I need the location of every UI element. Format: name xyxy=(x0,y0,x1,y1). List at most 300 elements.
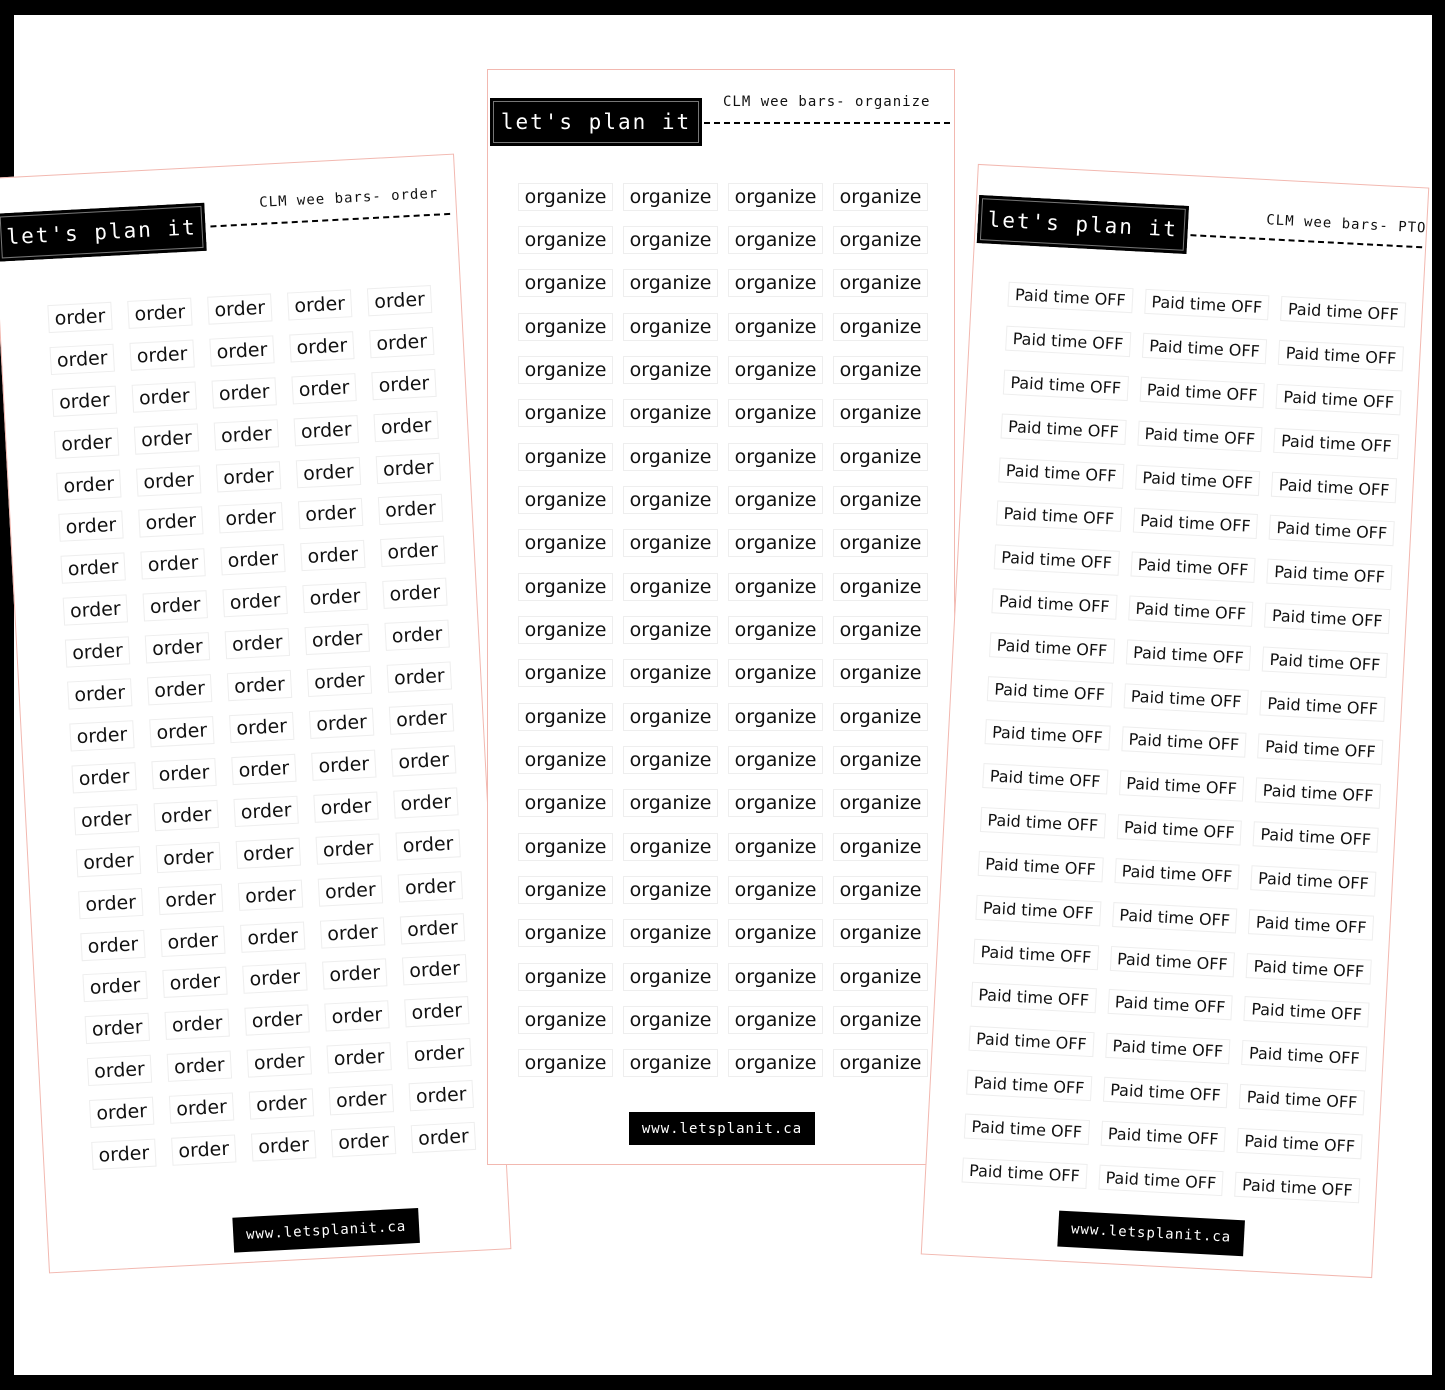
sticker-label xyxy=(361,319,443,365)
sticker-label xyxy=(372,529,454,575)
sticker-text: Paid time OFF xyxy=(1251,865,1377,896)
sticker-label xyxy=(828,695,933,738)
sticker-label xyxy=(43,378,125,424)
sticker-label xyxy=(1258,593,1397,644)
sticker-text: Paid time OFF xyxy=(973,938,1099,969)
sticker-text: organize xyxy=(623,1049,719,1077)
sticker-label xyxy=(376,612,458,658)
sticker-label xyxy=(618,218,723,261)
sticker-label xyxy=(236,997,318,1043)
sticker-label xyxy=(1131,411,1270,462)
sticker-label xyxy=(1112,761,1251,812)
sticker-label xyxy=(1103,936,1242,987)
sticker-text: organize xyxy=(623,529,719,557)
sticker-text: organize xyxy=(833,919,929,947)
sticker-text: organize xyxy=(623,313,719,341)
sticker-grid xyxy=(39,278,485,1178)
sticker-label xyxy=(48,462,130,508)
sticker-label xyxy=(723,1042,828,1085)
sticker-text: Paid time OFF xyxy=(1126,639,1252,670)
sticker-text: Paid time OFF xyxy=(1278,340,1404,371)
sticker-text: Paid time OFF xyxy=(1007,282,1133,313)
sticker-text: order xyxy=(164,1009,230,1040)
sticker-text: order xyxy=(158,883,224,914)
sticker-label xyxy=(618,522,723,565)
sticker-text: order xyxy=(78,888,144,919)
sticker-text: order xyxy=(397,871,463,902)
sticker-text: order xyxy=(293,415,359,446)
sticker-label xyxy=(1117,673,1256,724)
sticker-text: organize xyxy=(518,703,614,731)
sticker-label xyxy=(83,1131,165,1177)
sticker-text: Paid time OFF xyxy=(1271,471,1397,502)
sticker-label xyxy=(163,1127,245,1173)
sticker-label xyxy=(281,324,363,370)
sticker-text: organize xyxy=(623,399,719,427)
sticker-label xyxy=(287,449,369,495)
sticker-text: order xyxy=(384,620,450,651)
sticker-text: Paid time OFF xyxy=(991,588,1117,619)
sticker-label xyxy=(132,541,214,587)
sticker-label xyxy=(513,608,618,651)
sticker-label xyxy=(210,495,292,541)
sticker-label xyxy=(1251,724,1390,775)
sticker-sheet-order xyxy=(0,154,511,1274)
sticker-label xyxy=(723,782,828,825)
sticker-text: order xyxy=(60,553,126,584)
sticker-label xyxy=(723,652,828,695)
sticker-label xyxy=(161,1085,243,1131)
sticker-label xyxy=(618,1042,723,1085)
sticker-text: organize xyxy=(623,1006,719,1034)
sticker-text: organize xyxy=(728,573,824,601)
sticker-label xyxy=(1244,855,1383,906)
sticker-text: order xyxy=(155,842,221,873)
sticker-label xyxy=(980,666,1119,717)
sticker-text: order xyxy=(313,791,379,822)
sticker-text: order xyxy=(211,377,277,408)
sticker-text: organize xyxy=(623,486,719,514)
sticker-label xyxy=(957,1104,1096,1155)
dashed-divider xyxy=(704,122,950,124)
sticker-text: order xyxy=(289,331,355,362)
sticker-label xyxy=(513,955,618,998)
sticker-label xyxy=(394,947,476,993)
sticker-label xyxy=(221,704,303,750)
sticker-text: organize xyxy=(623,443,719,471)
sticker-text: organize xyxy=(518,573,614,601)
sticker-label xyxy=(618,608,723,651)
sticker-text: Paid time OFF xyxy=(1241,1040,1367,1071)
sticker-text: order xyxy=(406,1038,472,1069)
sticker-text: organize xyxy=(518,919,614,947)
sticker-text: organize xyxy=(518,443,614,471)
sticker-text: Paid time OFF xyxy=(1137,420,1263,451)
sticker-label xyxy=(618,955,723,998)
sticker-label xyxy=(1101,980,1240,1031)
sticker-text: Paid time OFF xyxy=(1244,996,1370,1027)
sticker-label xyxy=(1094,1111,1233,1162)
sticker-text: order xyxy=(56,469,122,500)
sticker-text: order xyxy=(373,410,439,441)
sticker-label xyxy=(828,175,933,218)
sticker-text: organize xyxy=(833,659,929,687)
sticker-text: order xyxy=(58,511,124,542)
sticker-label xyxy=(130,499,212,545)
sticker-label xyxy=(1240,943,1379,994)
sticker-label xyxy=(59,671,141,717)
sticker-text: order xyxy=(291,373,357,404)
sticker-text: Paid time OFF xyxy=(1248,909,1374,940)
sticker-text: Paid time OFF xyxy=(1001,413,1127,444)
sticker-label xyxy=(1121,586,1260,637)
sticker-text: organize xyxy=(728,529,824,557)
sticker-text: organize xyxy=(518,226,614,254)
sticker-text: organize xyxy=(728,183,824,211)
sticker-text: Paid time OFF xyxy=(1276,384,1402,415)
sticker-text: organize xyxy=(728,486,824,514)
sticker-text: Paid time OFF xyxy=(1123,683,1249,714)
sticker-text: order xyxy=(71,762,137,793)
sticker-label xyxy=(723,565,828,608)
sticker-label xyxy=(68,838,150,884)
sticker-label xyxy=(314,951,396,997)
sticker-text: order xyxy=(369,327,435,358)
sticker-text: Paid time OFF xyxy=(1144,289,1270,320)
sticker-label xyxy=(121,332,203,378)
sticker-label xyxy=(1267,418,1406,469)
sticker-text: order xyxy=(408,1080,474,1111)
sticker-text: order xyxy=(127,298,193,329)
sticker-label xyxy=(216,621,298,667)
website-footer: www.letsplanit.ca xyxy=(629,1112,815,1145)
sticker-text: Paid time OFF xyxy=(1098,1164,1224,1195)
sticker-label xyxy=(378,654,460,700)
sticker-label xyxy=(828,825,933,868)
sticker-text: order xyxy=(80,929,146,960)
sticker-label xyxy=(57,629,139,675)
sticker-text: order xyxy=(315,833,381,864)
sticker-label xyxy=(1108,848,1247,899)
sticker-label xyxy=(145,792,227,838)
sticker-label xyxy=(1272,330,1411,381)
sticker-text: order xyxy=(224,628,290,659)
sticker-text: Paid time OFF xyxy=(1237,1128,1363,1159)
sticker-label xyxy=(828,478,933,521)
sticker-text: order xyxy=(54,427,120,458)
sticker-label xyxy=(152,918,234,964)
sticker-label xyxy=(971,841,1110,892)
sticker-label xyxy=(398,1031,480,1077)
sticker-text: order xyxy=(153,800,219,831)
sticker-text: organize xyxy=(518,486,614,514)
sticker-text: order xyxy=(388,703,454,734)
sticker-text: order xyxy=(386,662,452,693)
sticker-text: organize xyxy=(728,746,824,774)
sticker-label xyxy=(985,579,1124,630)
sticker-text: organize xyxy=(728,703,824,731)
sticker-text: organize xyxy=(833,1006,929,1034)
sticker-label xyxy=(1274,287,1413,338)
sticker-text: order xyxy=(317,875,383,906)
sticker-label xyxy=(723,868,828,911)
sticker-label xyxy=(828,912,933,955)
sticker-text: Paid time OFF xyxy=(1119,770,1245,801)
sticker-text: order xyxy=(91,1139,157,1170)
sticker-text: organize xyxy=(623,269,719,297)
sticker-label xyxy=(969,885,1108,936)
sticker-text: Paid time OFF xyxy=(1235,1171,1361,1202)
sticker-label xyxy=(50,504,132,550)
sticker-text: order xyxy=(240,921,306,952)
sticker-text: organize xyxy=(833,1049,929,1077)
sticker-label xyxy=(962,1016,1101,1067)
sticker-text: organize xyxy=(728,833,824,861)
sticker-label xyxy=(828,998,933,1041)
sticker-text: organize xyxy=(623,876,719,904)
sticker-label xyxy=(125,416,207,462)
sticker-label xyxy=(205,412,287,458)
sticker-text: organize xyxy=(518,399,614,427)
sticker-label xyxy=(316,993,398,1039)
sticker-label xyxy=(70,880,152,926)
sticker-label xyxy=(305,784,387,830)
sticker-label xyxy=(618,868,723,911)
sticker-label xyxy=(513,565,618,608)
sticker-text: order xyxy=(62,595,128,626)
sticker-label xyxy=(994,404,1133,455)
sticker-label xyxy=(238,1039,320,1085)
sticker-label xyxy=(1228,1162,1367,1213)
sticker-label xyxy=(383,738,465,784)
sticker-label xyxy=(54,587,136,633)
sticker-label xyxy=(214,579,296,625)
sticker-label xyxy=(74,964,156,1010)
sticker-text: organize xyxy=(728,789,824,817)
sticker-text: order xyxy=(331,1126,397,1157)
sticker-label xyxy=(1265,462,1404,513)
sticker-text: order xyxy=(328,1084,394,1115)
sticker-label xyxy=(723,695,828,738)
sticker-text: order xyxy=(220,544,286,575)
sticker-text: order xyxy=(306,666,372,697)
sticker-label xyxy=(618,695,723,738)
sticker-text: order xyxy=(300,540,366,571)
sticker-label xyxy=(513,348,618,391)
sticker-text: organize xyxy=(833,876,929,904)
sticker-label xyxy=(123,374,205,420)
sticker-text: organize xyxy=(518,1006,614,1034)
sticker-label xyxy=(63,755,145,801)
sticker-text: order xyxy=(144,632,210,663)
sticker-text: Paid time OFF xyxy=(980,807,1106,838)
sticker-text: order xyxy=(147,674,213,705)
sticker-label xyxy=(141,709,223,755)
sticker-text: order xyxy=(248,1088,314,1119)
sticker-label xyxy=(301,700,383,746)
sticker-text: organize xyxy=(623,789,719,817)
sticker-text: organize xyxy=(833,399,929,427)
sticker-text: organize xyxy=(833,269,929,297)
sticker-label xyxy=(232,914,314,960)
sticker-label xyxy=(1242,899,1381,950)
sticker-label xyxy=(513,175,618,218)
sticker-label xyxy=(402,1115,484,1161)
sticker-label xyxy=(828,392,933,435)
sticker-text: organize xyxy=(728,313,824,341)
sticker-label xyxy=(828,652,933,695)
sticker-label xyxy=(513,478,618,521)
sticker-label xyxy=(243,1123,325,1169)
sticker-label xyxy=(283,365,365,411)
sticker-label xyxy=(1126,498,1265,549)
sticker-label xyxy=(139,667,221,713)
sticker-text: organize xyxy=(623,573,719,601)
sticker-text: order xyxy=(242,963,308,994)
dashed-divider xyxy=(210,213,450,228)
sticker-text: order xyxy=(222,586,288,617)
sticker-label xyxy=(828,565,933,608)
sticker-text: order xyxy=(209,335,275,366)
sticker-label xyxy=(52,545,134,591)
sticker-text: order xyxy=(151,758,217,789)
sticker-text: order xyxy=(49,344,115,375)
sticker-text: order xyxy=(142,590,208,621)
sticker-text: Paid time OFF xyxy=(1105,1033,1231,1064)
sticker-text: order xyxy=(302,582,368,613)
sticker-text: Paid time OFF xyxy=(996,501,1122,532)
sticker-label xyxy=(234,956,316,1002)
sticker-text: order xyxy=(298,498,364,529)
sticker-text: organize xyxy=(623,183,719,211)
sticker-text: order xyxy=(391,745,457,776)
sticker-label xyxy=(1262,505,1401,556)
sticker-text: Paid time OFF xyxy=(994,545,1120,576)
sticker-text: order xyxy=(149,716,215,747)
sticker-text: Paid time OFF xyxy=(962,1157,1088,1188)
sticker-label xyxy=(41,336,123,382)
sticker-label xyxy=(983,622,1122,673)
sticker-grid xyxy=(955,272,1413,1212)
sticker-label xyxy=(150,876,232,922)
sticker-text: organize xyxy=(518,616,614,644)
sticker-text: order xyxy=(138,507,204,538)
sticker-text: organize xyxy=(518,789,614,817)
dashed-divider xyxy=(1190,234,1422,248)
sticker-label xyxy=(828,955,933,998)
sticker-label xyxy=(1105,892,1244,943)
sticker-text: organize xyxy=(833,963,929,991)
sticker-label xyxy=(396,989,478,1035)
sticker-text: order xyxy=(82,971,148,1002)
sticker-label xyxy=(513,522,618,565)
sticker-label xyxy=(828,435,933,478)
sticker-label xyxy=(1256,637,1395,688)
sticker-label xyxy=(1260,549,1399,600)
sticker-label xyxy=(370,487,452,533)
sticker-text: Paid time OFF xyxy=(971,982,1097,1013)
sticker-label xyxy=(359,278,441,324)
sticker-label xyxy=(380,696,462,742)
sticker-text: order xyxy=(129,339,195,370)
sticker-text: organize xyxy=(728,1049,824,1077)
sticker-label xyxy=(279,282,361,328)
sticker-label xyxy=(119,290,201,336)
sticker-label xyxy=(389,863,471,909)
sticker-text: organize xyxy=(833,529,929,557)
sticker-label xyxy=(374,571,456,617)
sticker-text: order xyxy=(160,925,226,956)
sticker-text: organize xyxy=(518,833,614,861)
sticker-text: order xyxy=(382,578,448,609)
sticker-label xyxy=(290,491,372,537)
sticker-label xyxy=(723,825,828,868)
sticker-label xyxy=(513,262,618,305)
sticker-text: organize xyxy=(728,616,824,644)
sticker-label xyxy=(618,175,723,218)
sticker-text: organize xyxy=(728,963,824,991)
sticker-text: order xyxy=(287,289,353,320)
sticker-text: order xyxy=(311,749,377,780)
sticker-label xyxy=(294,575,376,621)
sticker-label xyxy=(225,788,307,834)
sticker-label xyxy=(618,782,723,825)
sheet-title: CLM wee bars- order xyxy=(258,185,439,211)
sticker-label xyxy=(513,738,618,781)
sticker-label xyxy=(158,1043,240,1089)
sheet-title: CLM wee bars- organize xyxy=(723,94,931,110)
sticker-text: organize xyxy=(518,529,614,557)
sticker-label xyxy=(61,713,143,759)
sticker-label xyxy=(618,738,723,781)
sticker-label xyxy=(960,1060,1099,1111)
sticker-label xyxy=(723,478,828,521)
sticker-label xyxy=(513,1042,618,1085)
sticker-sheet-organize xyxy=(487,69,955,1165)
sticker-label xyxy=(828,608,933,651)
sticker-text: order xyxy=(304,624,370,655)
sticker-label xyxy=(723,392,828,435)
sticker-text: Paid time OFF xyxy=(1257,734,1383,765)
sticker-label xyxy=(723,305,828,348)
sticker-label xyxy=(143,750,225,796)
sticker-text: order xyxy=(251,1130,317,1161)
sticker-label xyxy=(320,1077,402,1123)
sticker-text: organize xyxy=(728,659,824,687)
sticker-text: organize xyxy=(728,443,824,471)
sticker-text: organize xyxy=(833,616,929,644)
sticker-text: organize xyxy=(518,659,614,687)
sticker-text: order xyxy=(410,1122,476,1153)
sticker-label xyxy=(309,868,391,914)
sticker-label xyxy=(219,663,301,709)
sticker-text: Paid time OFF xyxy=(1005,326,1131,357)
sticker-label xyxy=(65,797,147,843)
sticker-label xyxy=(989,491,1128,542)
sticker-label xyxy=(307,826,389,872)
sticker-label xyxy=(1246,812,1385,863)
sticker-label xyxy=(227,830,309,876)
sticker-label xyxy=(1128,455,1267,506)
sticker-label xyxy=(828,305,933,348)
sticker-text: Paid time OFF xyxy=(985,720,1111,751)
sticker-text: organize xyxy=(623,833,719,861)
product-image-canvas xyxy=(5,15,1432,1375)
sticker-label xyxy=(1135,323,1274,374)
sticker-label xyxy=(199,286,281,332)
sticker-label xyxy=(312,910,394,956)
sticker-text: Paid time OFF xyxy=(1142,333,1268,364)
